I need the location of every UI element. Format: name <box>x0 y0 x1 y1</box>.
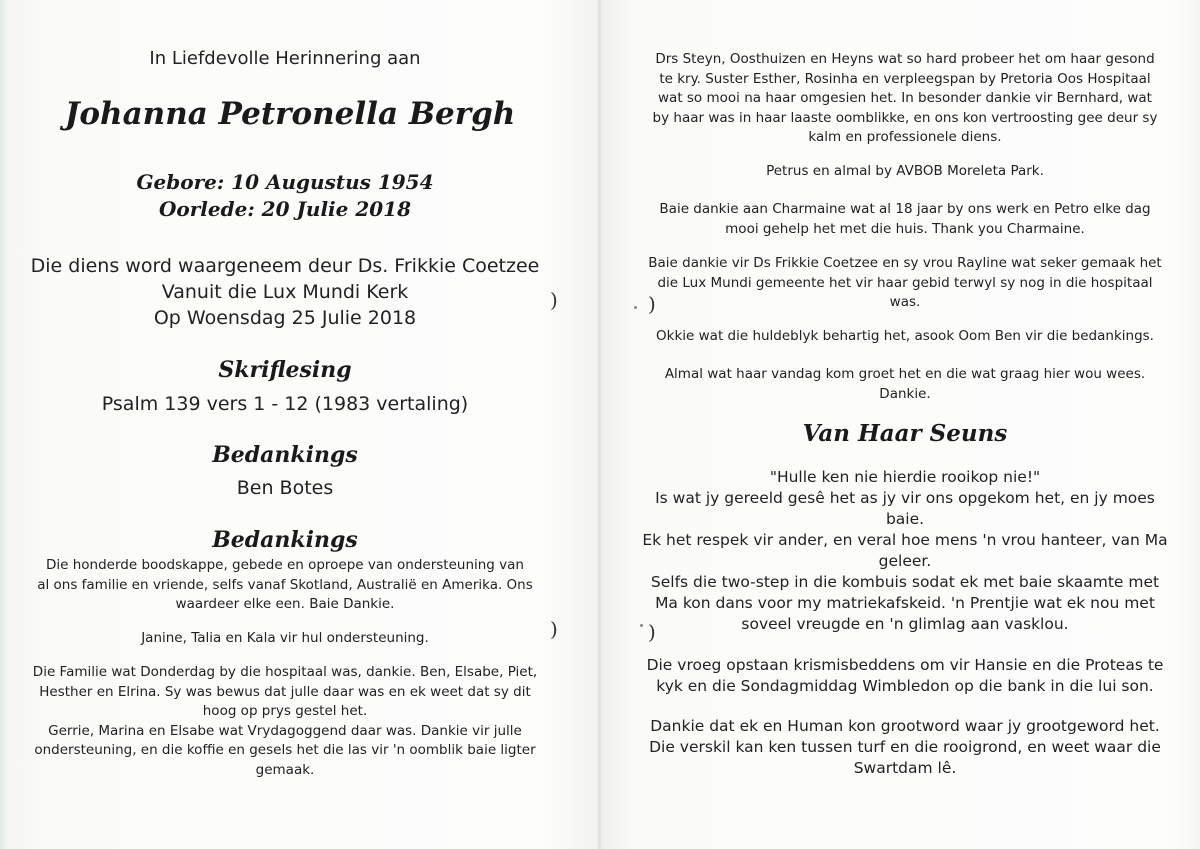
text-line: kyk en die Sondagmiddag Wimbledon op die bank in die lui son. <box>656 677 1154 695</box>
thanks-paragraph-minister <box>630 254 1180 313</box>
thanks-heading-2: Bedankings <box>212 527 358 553</box>
death-date: Oorlede: 20 Julie 2018 <box>158 197 412 221</box>
text-line: Dankie. <box>879 385 931 402</box>
text-line: Ma kon dans voor my matriekafskeid. 'n Prentjie wat ek nou met <box>655 594 1155 612</box>
thanks-heading-1: Bedankings <box>212 442 358 468</box>
sons-poem-stanza-2 <box>630 655 1180 697</box>
text-line: "Hulle ken nie hierdie rooikop nie!" <box>769 468 1041 486</box>
text-line: hoog op prys gestel het. <box>202 703 368 719</box>
text-line: Almal wat haar vandag kom groet het en die wat graag hier wou wees. <box>664 366 1146 382</box>
birth-date: Gebore: 10 Augustus 1954 <box>136 170 434 194</box>
text-line: Gerrie, Marina en Elsabe wat Vrydagoggend daar was. Dankie vir julle <box>48 722 522 739</box>
thanks-paragraph-family <box>20 663 550 780</box>
fold-mark-paren: ) <box>550 617 558 641</box>
reading-heading: Skriflesing <box>218 357 352 383</box>
page-fold <box>598 0 601 849</box>
fold-mark-paren: ) <box>648 620 656 644</box>
text-line: was. <box>889 294 921 310</box>
text-line: Selfs die two-step in die kombuis sodat ek met baie skaamte met <box>650 573 1160 591</box>
sons-poem-stanza-1 <box>630 467 1180 635</box>
text-line: Drs Steyn, Oosthuizen en Heyns wat so hard probeer het om haar gesond <box>655 51 1155 67</box>
text-line: te kry. Suster Esther, Rosinha en verpleegspan by Pretoria Oos Hospitaal <box>659 70 1151 87</box>
text-line: Is wat jy gereeld gesê het as jy vir ons opgekom het, en jy moes <box>655 489 1155 507</box>
text-line: Ek het respek vir ander, en veral hoe mens 'n vrou hanteer, van Ma <box>642 531 1168 549</box>
text-line: Die Familie wat Donderdag by die hospitaal was, dankie. Ben, Elsabe, Piet, <box>32 664 538 680</box>
text-line: Die verskil kan ken tussen turf en die rooigrond, en weet waar die <box>649 738 1161 756</box>
thanks-paragraph-attendees <box>630 365 1180 404</box>
thanks-paragraph-charmaine <box>630 200 1180 239</box>
sons-heading: Van Haar Seuns <box>802 420 1008 447</box>
text-line: waardeer elke een. Baie Dankie. <box>175 596 395 612</box>
text-line: die Lux Mundi gemeente het vir haar gebid terwyl sy nog in die hospitaal <box>657 274 1153 291</box>
text-line: gemaak. <box>255 761 315 778</box>
text-line: by haar was in haar laaste oomblikke, en ons kon vertroosting gee deur sy <box>652 109 1158 126</box>
fold-mark-paren: ) <box>648 292 656 316</box>
thanks-paragraph-okkie <box>630 327 1180 347</box>
thanks-paragraph-messages <box>20 556 550 615</box>
sons-poem-stanza-3 <box>630 716 1180 779</box>
text-line: mooi gehelp het met die huis. Thank you Charmaine. <box>725 220 1085 237</box>
reading-text: Psalm 139 vers 1 - 12 (1983 vertaling) <box>101 393 469 415</box>
text-line: wat so mooi na haar omgesien het. In besonder dankie vir Bernhard, wat <box>658 90 1152 106</box>
text-line: Hesther en Elrina. Sy was bewus dat julle daar was en ek weet dat sy dit <box>39 683 531 700</box>
text-line: Baie dankie vir Ds Frikkie Coetzee en sy vrou Rayline wat seker gemaak het <box>648 255 1162 271</box>
text-line: ondersteuning, en die koffie en gesels het die las vir 'n oomblik baie ligter <box>34 742 536 758</box>
text-line: Swartdam lê. <box>853 759 957 777</box>
intro-line: In Liefdevolle Herinnering aan <box>149 48 421 69</box>
text-line: Petrus en almal by AVBOB Moreleta Park. <box>766 163 1044 179</box>
text-line: Die honderde boodskappe, gebede en oproepe van ondersteuning van <box>45 557 524 573</box>
deceased-name: Johanna Petronella Bergh <box>64 96 516 132</box>
left-edge-shadow <box>0 0 8 849</box>
thanks-paragraph-janine <box>20 629 550 649</box>
service-line-2: Vanuit die Lux Mundi Kerk <box>161 281 409 303</box>
text-line: kalm en professionele diens. <box>808 129 1002 145</box>
text-line: baie. <box>885 510 925 528</box>
text-line: geleer. <box>878 552 932 570</box>
fold-mark-paren: ) <box>550 288 558 312</box>
service-line-1: Die diens word waargeneem deur Ds. Frikkie Coetzee <box>30 255 540 277</box>
text-line: Janine, Talia en Kala vir hul ondersteuning. <box>141 630 429 646</box>
service-line-3: Op Woensdag 25 Julie 2018 <box>153 307 417 329</box>
text-line: al ons familie en vriende, selfs vanaf Skotland, Australië en Amerika. Ons <box>37 576 533 593</box>
thanks-paragraph-avbob <box>630 162 1180 182</box>
text-line: Die vroeg opstaan krismisbeddens om vir Hansie en die Proteas te <box>646 656 1164 674</box>
text-line: Baie dankie aan Charmaine wat al 18 jaar by ons werk en Petro elke dag <box>659 201 1151 217</box>
thanks-name-1: Ben Botes <box>236 477 334 499</box>
text-line: Dankie dat ek en Human kon grootword waar jy grootgeword het. <box>650 717 1160 735</box>
text-line: soveel vreugde en 'n glimlag aan vasklou. <box>741 615 1069 633</box>
text-line: Okkie wat die huldeblyk behartig het, asook Oom Ben vir die bedankings. <box>656 328 1154 344</box>
thanks-paragraph-doctors <box>630 50 1180 148</box>
